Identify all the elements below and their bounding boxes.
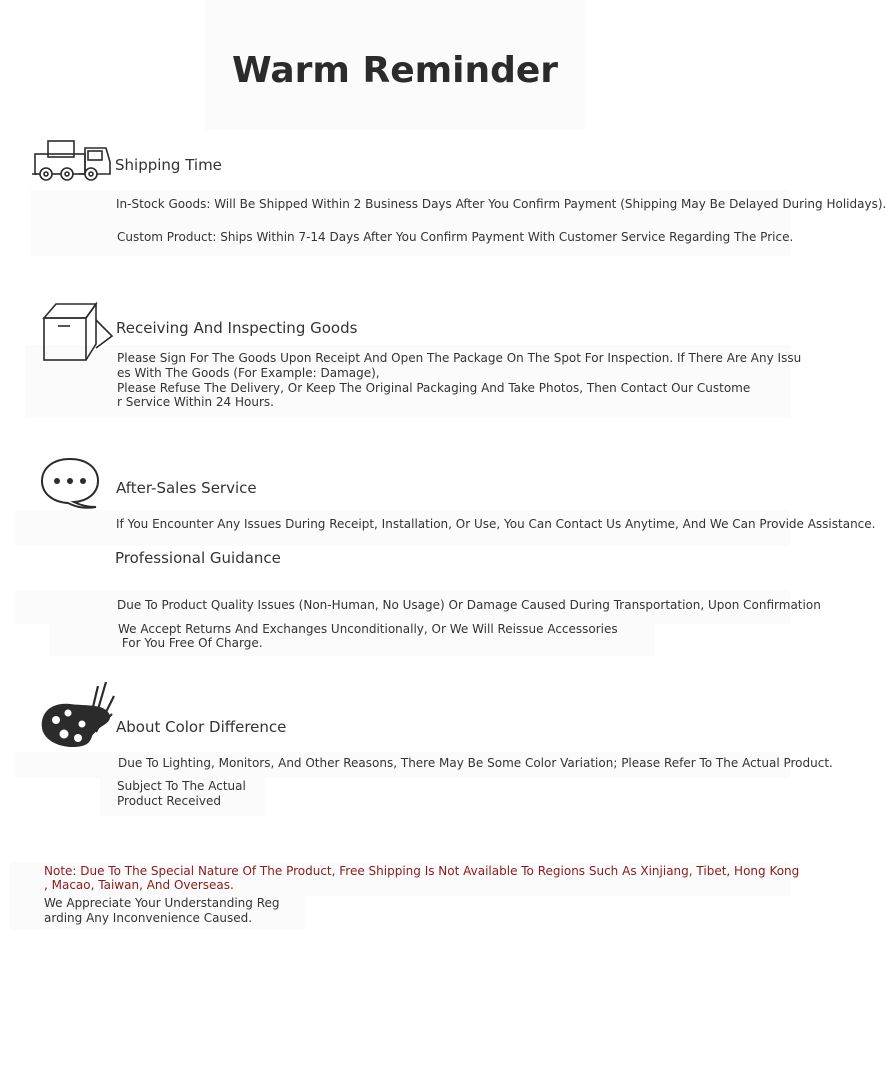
- appreciate-text-line-2: arding Any Inconvenience Caused.: [44, 911, 253, 925]
- chat-bubble-icon: [40, 457, 102, 511]
- after-sales-text: If You Encounter Any Issues During Receipt, Installation, Or Use, You Can Contact Us Anytime, And We Can Provide Assistance.: [116, 517, 876, 531]
- subject-text-line-2: Product Received: [117, 794, 221, 808]
- after-sales-heading: After-Sales Service: [116, 479, 257, 497]
- professional-guidance-heading: Professional Guidance: [115, 549, 281, 567]
- guidance-text-line-3: For You Free Of Charge.: [118, 636, 263, 650]
- guidance-text-line-2: We Accept Returns And Exchanges Unconditionally, Or We Will Reissue Accessories: [118, 622, 618, 636]
- receiving-text-line-4: r Service Within 24 Hours.: [117, 395, 274, 409]
- box-icon: [42, 302, 114, 364]
- receiving-text-line-3: Please Refuse The Delivery, Or Keep The Original Packaging And Take Photos, Then Contact Our Custome: [117, 381, 751, 395]
- receiving-text-line-1: Please Sign For The Goods Upon Receipt And Open The Package On The Spot For Inspection. If There Are Any Issu: [117, 351, 802, 365]
- subject-text-line-1: Subject To The Actual: [117, 779, 246, 793]
- receiving-heading: Receiving And Inspecting Goods: [116, 319, 358, 337]
- note-text-line-2: , Macao, Taiwan, And Overseas.: [44, 878, 234, 892]
- shipping-time-heading: Shipping Time: [115, 156, 222, 174]
- page-title: Warm Reminder: [231, 50, 559, 91]
- appreciate-text-line-1: We Appreciate Your Understanding Reg: [44, 896, 280, 910]
- receiving-text-line-2: es With The Goods (For Example: Damage),: [117, 366, 380, 380]
- palette-icon: [40, 680, 116, 750]
- guidance-text-line-1: Due To Product Quality Issues (Non-Human, No Usage) Or Damage Caused During Transportation, Upon Confirmation: [117, 598, 821, 612]
- color-difference-text: Due To Lighting, Monitors, And Other Reasons, There May Be Some Color Variation; Please Refer To The Actual Product.: [118, 756, 833, 770]
- shipping-custom-text: Custom Product: Ships Within 7-14 Days After You Confirm Payment With Customer Service Regarding The Price.: [117, 230, 794, 244]
- shipping-instock-text: In-Stock Goods: Will Be Shipped Within 2 Business Days After You Confirm Payment (Shipping May Be Delayed During Holidays).: [116, 197, 886, 211]
- note-text-line-1: Note: Due To The Special Nature Of The Product, Free Shipping Is Not Available To Regions Such As Xinjiang, Tibet, Hong Kong: [44, 864, 800, 878]
- truck-icon: [34, 140, 114, 184]
- color-difference-heading: About Color Difference: [116, 718, 287, 736]
